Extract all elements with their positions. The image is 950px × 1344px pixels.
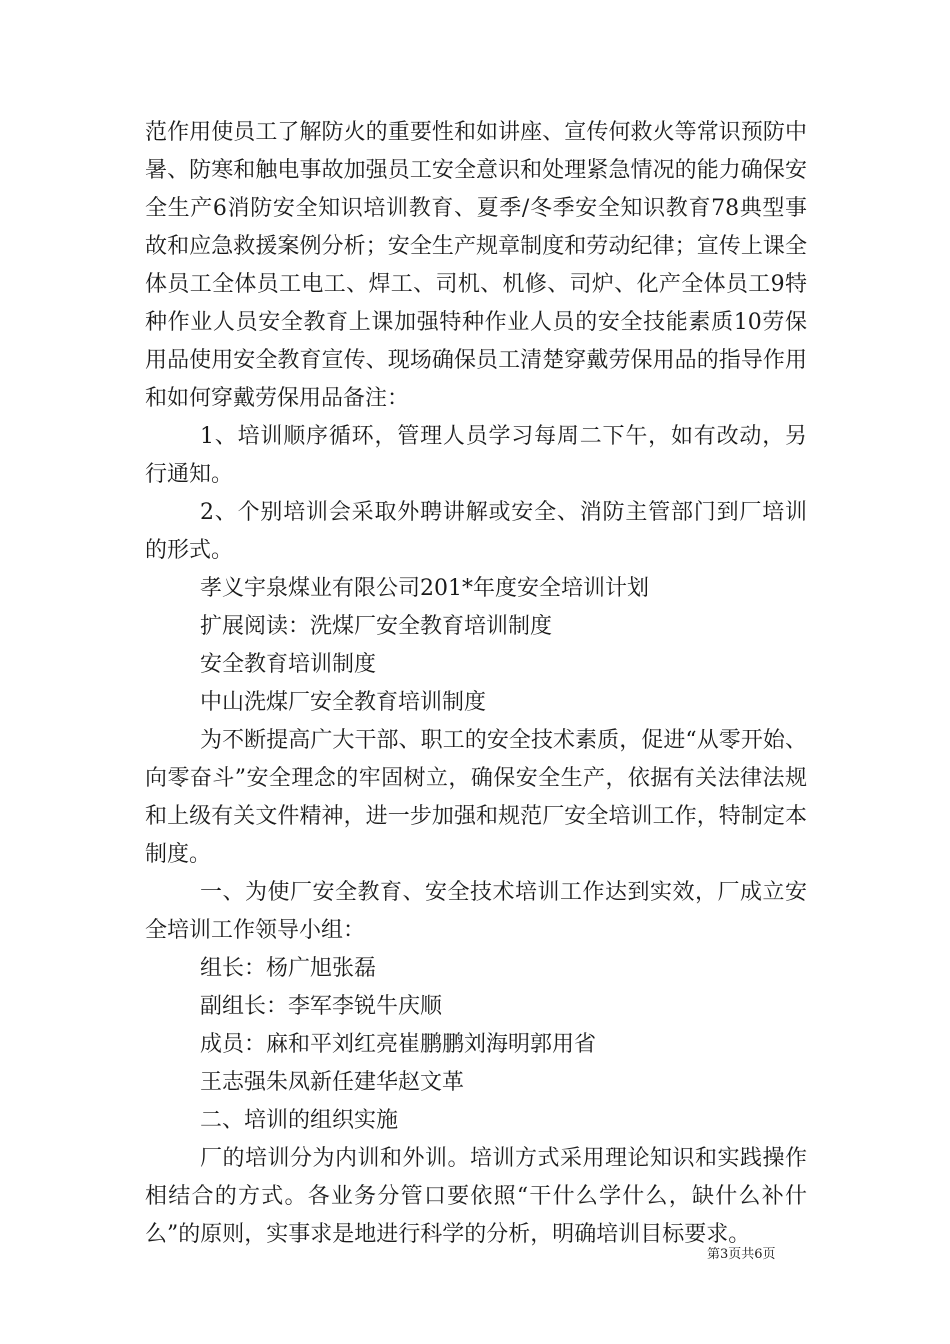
paragraph-document-title: 中山洗煤厂安全教育培训制度 — [200, 690, 487, 715]
paragraph-extended-reading: 扩展阅读：洗煤厂安全教育培训制度 — [200, 614, 553, 639]
page-number: 第3页共6页 — [707, 1247, 776, 1262]
paragraph-members-continued: 王志强朱凤新任建华赵文革 — [200, 1070, 465, 1095]
document-body — [145, 114, 807, 1254]
paragraph-training-methods: 厂的培训分为内训和外训。培训方式采用理论知识和实践操作相结合的方式。各业务分管口要依照“干什么学什么，缺什么补什么”的原则，实事求是地进行科学的分析，明确培训目标要求。 — [145, 1146, 807, 1247]
paragraph-leader: 组长：杨广旭张磊 — [200, 956, 377, 981]
paragraph-item-2-heading: 二、培训的组织实施 — [200, 1108, 399, 1133]
paragraph-section-heading: 安全教育培训制度 — [200, 652, 377, 677]
paragraph-intro: 为不断提高广大干部、职工的安全技术素质，促进“从零开始、向零奋斗”安全理念的牢固树立，确保安全生产，依据有关法律法规和上级有关文件精神，进一步加强和规范厂安全培训工作，特制定本制度。 — [145, 728, 807, 867]
paragraph-deputy-leader: 副组长：李军李锐牛庆顺 — [200, 994, 443, 1019]
paragraph-members: 成员：麻和平刘红亮崔鹏鹏刘海明郭用省 — [200, 1032, 597, 1057]
paragraph-item-1: 一、为使厂安全教育、安全技术培训工作达到实效，厂成立安全培训工作领导小组： — [145, 880, 807, 943]
paragraph-note-1: 1、培训顺序循环，管理人员学习每周二下午，如有改动，另行通知。 — [145, 424, 807, 487]
paragraph-note-2: 2、个别培训会采取外聘讲解或安全、消防主管部门到厂培训的形式。 — [145, 500, 807, 563]
paragraph-plan-title: 孝义宇泉煤业有限公司201*年度安全培训计划 — [200, 576, 649, 601]
paragraph-continuation: 范作用使员工了解防火的重要性和如讲座、宣传何救火等常识预防中暑、防寒和触电事故加强员工安全意识和处理紧急情况的能力确保安全生产6消防安全知识培训教育、夏季/冬季安全知识教育78典型事故和应急救援案例分析；安全生产规章制度和劳动纪律；宣传上课全体员工全体员工电工、焊工、司机、机修、司炉、化产全体员工9特种作业人员安全教育上课加强特种作业人员的安全技能素质10劳保用品使用安全教育宣传、现场确保员工清楚穿戴劳保用品的指导作用和如何穿戴劳保用品备注： — [145, 120, 807, 411]
